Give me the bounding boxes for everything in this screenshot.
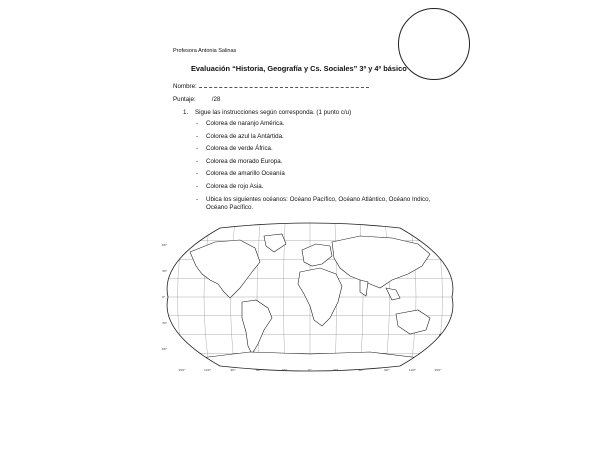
list-item: - Ubica los siguientes océanos: Océano Pacífico, Océano Atlántico, Océano Indico, Océano Pacífico. bbox=[196, 196, 436, 212]
longitude-label: 60° bbox=[358, 368, 364, 372]
latitude-label: 30° bbox=[162, 269, 168, 273]
latitude-labels bbox=[162, 243, 168, 351]
list-item: - Colorea de rojo Asia. bbox=[196, 183, 436, 191]
score-total: /28 bbox=[211, 96, 221, 103]
name-label: Nombre: bbox=[173, 83, 197, 90]
australia-outline bbox=[396, 310, 430, 334]
longitude-labels bbox=[178, 368, 442, 372]
longitude-label: 150° bbox=[178, 368, 186, 372]
india-outline bbox=[360, 280, 368, 296]
longitude-label: 0° bbox=[308, 368, 312, 372]
longitude-label: 120° bbox=[203, 368, 212, 372]
continent-outlines bbox=[190, 234, 444, 372]
latitude-label: 30° bbox=[162, 321, 168, 325]
world-map bbox=[160, 222, 460, 372]
asia-outline bbox=[332, 236, 430, 288]
longitude-label: 30° bbox=[281, 368, 288, 372]
list-item: - Colorea de naranjo América. bbox=[196, 120, 436, 128]
instruction-list bbox=[196, 120, 436, 216]
longitude-label: 120° bbox=[408, 368, 417, 372]
score-label: Puntaje: bbox=[173, 96, 196, 103]
list-item: - Colorea de azul la Antártida. bbox=[196, 133, 436, 141]
question-1 bbox=[183, 109, 351, 116]
latitude-label: 60° bbox=[162, 347, 168, 351]
longitude-label: 90° bbox=[230, 368, 236, 372]
new-zealand-outline bbox=[438, 334, 444, 344]
list-item: - Colorea de verde África. bbox=[196, 145, 436, 153]
southeast-asia-outline bbox=[386, 288, 400, 300]
greenland-outline bbox=[264, 234, 286, 252]
longitude-label: 30° bbox=[332, 368, 339, 372]
longitude-label: 60° bbox=[256, 368, 262, 372]
teacher-name: Profesora Antonia Salinas bbox=[173, 48, 237, 54]
north-america-outline bbox=[190, 240, 260, 298]
latitude-label: 60° bbox=[162, 243, 168, 247]
latitude-label: 0° bbox=[162, 295, 166, 299]
name-field-row bbox=[173, 82, 369, 90]
list-item: - Colorea de amarillo Oceanía bbox=[196, 170, 436, 178]
longitude-label: 150° bbox=[434, 368, 442, 372]
question-text: Sigue las instrucciones según corresponda. (1 punto c/u) bbox=[195, 109, 352, 116]
score-field-row bbox=[173, 96, 220, 103]
exam-title: Evaluación “Historia, Geografía y Cs. Sociales” 3º y 4º básico bbox=[191, 64, 407, 73]
name-blank-line[interactable] bbox=[199, 82, 369, 88]
list-item: - Colorea de morado Europa. bbox=[196, 158, 436, 166]
south-america-outline bbox=[242, 300, 272, 354]
europe-outline bbox=[302, 244, 332, 266]
longitude-label: 90° bbox=[384, 368, 390, 372]
grade-circle bbox=[398, 8, 470, 80]
question-number: 1. bbox=[183, 109, 189, 116]
